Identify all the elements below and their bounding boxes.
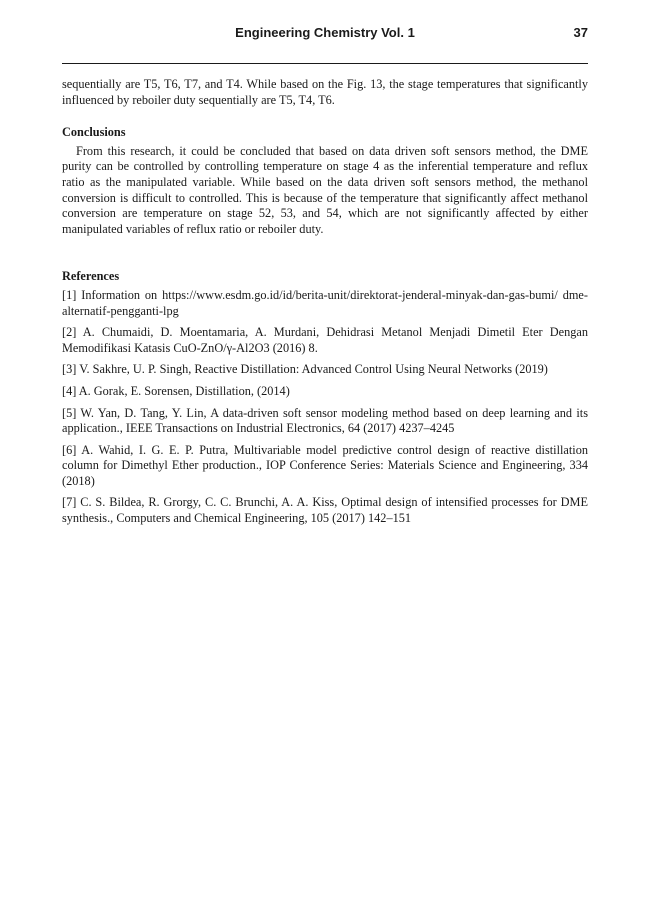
conclusions-heading: Conclusions	[62, 125, 126, 140]
conclusions-section	[62, 125, 588, 237]
reference-item-7: [7] C. S. Bildea, R. Grorgy, C. C. Brunchi, A. A. Kiss, Optimal design of intensified processes for DME synthesis., Computers and Chemical Engineering, 105 (2017) 142–151	[62, 495, 588, 526]
reference-item-3: [3] V. Sakhre, U. P. Singh, Reactive Distillation: Advanced Control Using Neural Networks (2019)	[62, 362, 548, 377]
continuation-paragraph: sequentially are T5, T6, T7, and T4. While based on the Fig. 13, the stage temperatures that significantly influenced by reboiler duty sequentially are T5, T4, T6.	[62, 77, 588, 107]
running-header	[62, 24, 588, 44]
references-section	[62, 269, 588, 526]
reference-item-6: [6] A. Wahid, I. G. E. P. Putra, Multivariable model predictive control design of reactive distillation column for Dimethyl Ether production., IOP Conference Series: Materials Science and Engineering, 334 (2018)	[62, 442, 588, 488]
references-heading: References	[62, 269, 120, 284]
page-number: 37	[573, 25, 588, 40]
page-body	[62, 77, 588, 527]
header-rule	[62, 63, 588, 64]
reference-item-1: [1] Information on https://www.esdm.go.id/id/berita-unit/direktorat-jenderal-minyak-dan-gas-bumi/ dme-alternatif-pengganti-lpg	[62, 287, 588, 318]
reference-item-4: [4] A. Gorak, E. Sorensen, Distillation, (2014)	[62, 383, 290, 398]
reference-item-5: [5] W. Yan, D. Tang, Y. Lin, A data-driven soft sensor modeling method based on deep learning and its application., IEEE Transactions on Industrial Electronics, 64 (2017) 4237–4245	[62, 405, 588, 436]
reference-item-2: [2] A. Chumaidi, D. Moentamaria, A. Murdani, Dehidrasi Metanol Menjadi Dimetil Eter Dengan Memodifikasi Katasis CuO-ZnO/γ-Al2O3 (2016) 8.	[62, 325, 588, 355]
conclusions-paragraph: From this research, it could be concluded that based on data driven soft sensors method, the DME purity can be controlled by controlling temperature on stage 4 as the inferential temperature and reflux ratio as the manipulated variable. While based on the data driven soft sensors method, the methanol conversion is difficult to controlled. This is because of the temperature that significantly affect methanol conversion are temperature on stage 52, 53, and 54, which are not significantly affected by either manipulated variables of reflux ratio or reboiler duty.	[62, 143, 588, 236]
running-title: Engineering Chemistry Vol. 1	[235, 25, 415, 40]
reference-list	[62, 288, 588, 527]
